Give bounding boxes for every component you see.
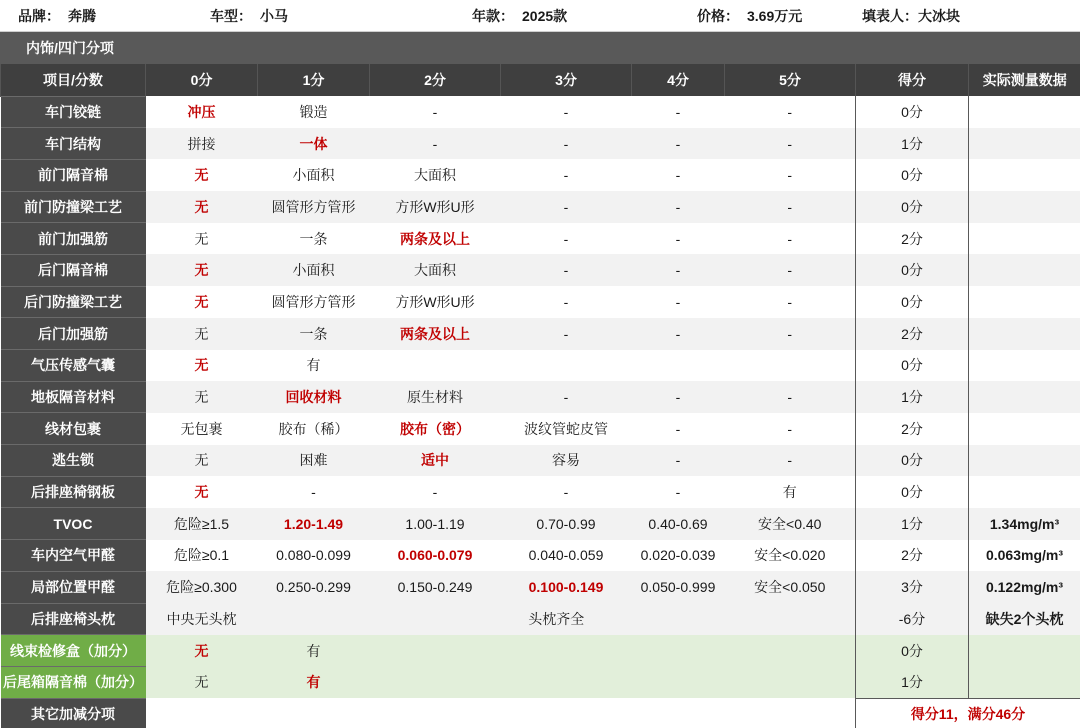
score-table: [0, 64, 1080, 728]
year-value: 2025款: [522, 8, 568, 24]
score-option-cell: -: [632, 381, 725, 413]
row-score: 1分: [856, 666, 969, 698]
score-option-cell: -: [632, 159, 725, 191]
author-value: 大冰块: [918, 8, 960, 24]
score-option-cell: 无: [146, 286, 258, 318]
score-option-cell: 0.40-0.69: [632, 508, 725, 540]
row-measurement: [969, 476, 1080, 508]
table-row: [1, 159, 1080, 191]
score-option-cell: 无: [146, 381, 258, 413]
info-header: [0, 0, 1080, 32]
empty-cell: [146, 698, 856, 728]
score-option-cell: 无: [146, 445, 258, 477]
row-score: 0分: [856, 635, 969, 667]
row-label: 后排座椅头枕: [1, 603, 146, 635]
row-measurement: [969, 159, 1080, 191]
score-option-cell: 无: [146, 318, 258, 350]
row-measurement: 0.063mg/m³: [969, 540, 1080, 572]
score-option-cell: 无: [146, 635, 258, 667]
brand-label: 品牌：: [18, 8, 60, 24]
score-option-cell: -: [632, 223, 725, 255]
row-measurement: [969, 381, 1080, 413]
total-row: [1, 698, 1080, 728]
score-option-cell: 1.00-1.19: [370, 508, 501, 540]
score-option-cell: -: [725, 128, 856, 160]
score-option-cell: 0.250-0.299: [258, 571, 370, 603]
score-option-cell: 一体: [258, 128, 370, 160]
score-option-cell: 无: [146, 254, 258, 286]
score-option-cell: 无: [146, 476, 258, 508]
score-option-cell: -: [632, 286, 725, 318]
score-option-cell: -: [370, 476, 501, 508]
row-score: 0分: [856, 350, 969, 382]
score-option-cell: -: [632, 476, 725, 508]
score-option-cell: 回收材料: [258, 381, 370, 413]
row-score: 0分: [856, 191, 969, 223]
model-field: [210, 0, 288, 32]
row-measurement: [969, 96, 1080, 128]
row-label: 后门加强筋: [1, 318, 146, 350]
score-option-cell: 大面积: [370, 159, 501, 191]
score-option-cell: 中央无头枕: [146, 603, 258, 635]
score-option-cell: 冲压: [146, 96, 258, 128]
row-score: 1分: [856, 381, 969, 413]
col-header-0: 0分: [146, 64, 258, 96]
model-value: 小马: [260, 8, 288, 24]
score-option-cell: -: [370, 128, 501, 160]
score-option-cell: -: [501, 223, 632, 255]
year-field: [472, 0, 567, 32]
row-score: 2分: [856, 318, 969, 350]
empty-cell: [370, 666, 501, 698]
author-field: [862, 0, 960, 32]
empty-cell: [725, 635, 856, 667]
total-score: 得分11，满分46分: [856, 698, 1080, 728]
price-label: 价格：: [697, 8, 739, 24]
table-row: [1, 350, 1080, 382]
table-row: [1, 254, 1080, 286]
row-measurement: [969, 128, 1080, 160]
author-label: 填表人：: [862, 8, 918, 24]
table-row: [1, 191, 1080, 223]
score-option-cell: 有: [258, 666, 370, 698]
empty-cell: [370, 635, 501, 667]
score-option-cell: 有: [258, 350, 370, 382]
year-label: 年款：: [472, 8, 514, 24]
row-score: 0分: [856, 254, 969, 286]
row-score: 0分: [856, 286, 969, 318]
score-option-cell: -: [370, 96, 501, 128]
score-option-cell: 圆管形方管形: [258, 191, 370, 223]
score-option-cell: 危险≥0.300: [146, 571, 258, 603]
score-option-cell: -: [725, 286, 856, 318]
score-option-cell: 拼接: [146, 128, 258, 160]
brand-value: 奔腾: [68, 8, 96, 24]
score-option-cell: 一条: [258, 223, 370, 255]
row-label: 地板隔音材料: [1, 381, 146, 413]
table-row: [1, 476, 1080, 508]
row-label: 车门结构: [1, 128, 146, 160]
row-label: 逃生锁: [1, 445, 146, 477]
empty-cell: [501, 666, 632, 698]
col-header-4: 4分: [632, 64, 725, 96]
row-label: 后排座椅钢板: [1, 476, 146, 508]
score-option-cell: -: [632, 254, 725, 286]
row-measurement: 0.122mg/m³: [969, 571, 1080, 603]
score-option-cell: 困难: [258, 445, 370, 477]
table-row: [1, 445, 1080, 477]
row-measurement: [969, 191, 1080, 223]
score-option-cell: -: [725, 191, 856, 223]
empty-cell: [632, 666, 725, 698]
score-option-cell: -: [632, 96, 725, 128]
score-option-cell: 两条及以上: [370, 318, 501, 350]
score-option-cell: -: [725, 96, 856, 128]
score-option-cell: 一条: [258, 318, 370, 350]
score-option-cell: 胶布（密）: [370, 413, 501, 445]
score-option-cell: 无: [146, 223, 258, 255]
score-option-cell: -: [501, 286, 632, 318]
score-option-cell: 0.080-0.099: [258, 540, 370, 572]
row-measurement: [969, 318, 1080, 350]
score-option-cell: -: [725, 445, 856, 477]
row-score: 2分: [856, 540, 969, 572]
score-option-cell: -: [501, 318, 632, 350]
score-option-cell: 适中: [370, 445, 501, 477]
score-option-cell: [370, 350, 501, 382]
row-label: 后门防撞梁工艺: [1, 286, 146, 318]
score-option-cell: 无: [146, 350, 258, 382]
score-option-cell: -: [501, 96, 632, 128]
row-score: 1分: [856, 128, 969, 160]
score-option-cell: -: [501, 159, 632, 191]
score-option-cell: 0.020-0.039: [632, 540, 725, 572]
empty-cell: [632, 635, 725, 667]
score-option-cell: 0.050-0.999: [632, 571, 725, 603]
score-option-cell: 0.040-0.059: [501, 540, 632, 572]
row-label: 后门隔音棉: [1, 254, 146, 286]
score-option-cell-merged: 头枕齐全: [258, 603, 856, 635]
table-row: [1, 381, 1080, 413]
table-row: [1, 540, 1080, 572]
score-option-cell: 大面积: [370, 254, 501, 286]
row-measurement: 缺失2个头枕: [969, 603, 1080, 635]
score-option-cell: 锻造: [258, 96, 370, 128]
row-label: 前门隔音棉: [1, 159, 146, 191]
row-score: 0分: [856, 445, 969, 477]
row-label: 线束检修盒（加分）: [1, 635, 146, 667]
score-option-cell: 波纹管蛇皮管: [501, 413, 632, 445]
score-option-cell: -: [501, 476, 632, 508]
row-score: 0分: [856, 476, 969, 508]
score-option-cell: 圆管形方管形: [258, 286, 370, 318]
price-field: [697, 0, 802, 32]
table-row: [1, 318, 1080, 350]
row-label: 气压传感气囊: [1, 350, 146, 382]
brand-field: [18, 0, 96, 32]
score-option-cell: -: [725, 413, 856, 445]
score-option-cell: -: [632, 445, 725, 477]
score-option-cell: 1.20-1.49: [258, 508, 370, 540]
score-option-cell: 危险≥0.1: [146, 540, 258, 572]
score-option-cell: 安全<0.40: [725, 508, 856, 540]
price-value: 3.69万元: [747, 8, 803, 24]
score-option-cell: 有: [725, 476, 856, 508]
row-measurement: [969, 286, 1080, 318]
score-option-cell: [501, 350, 632, 382]
row-measurement: [969, 350, 1080, 382]
score-option-cell: 方形W形U形: [370, 191, 501, 223]
score-option-cell: 0.150-0.249: [370, 571, 501, 603]
score-option-cell: -: [725, 318, 856, 350]
score-option-cell: 无: [146, 191, 258, 223]
table-row: [1, 96, 1080, 128]
score-option-cell: 容易: [501, 445, 632, 477]
score-option-cell: -: [501, 128, 632, 160]
row-label: 后尾箱隔音棉（加分）: [1, 666, 146, 698]
table-row: [1, 508, 1080, 540]
row-measurement: [969, 666, 1080, 698]
row-label: TVOC: [1, 508, 146, 540]
score-option-cell: -: [501, 381, 632, 413]
score-option-cell: -: [725, 254, 856, 286]
score-option-cell: -: [501, 191, 632, 223]
score-option-cell: 胶布（稀）: [258, 413, 370, 445]
col-header-measure: 实际测量数据: [969, 64, 1080, 96]
score-option-cell: -: [632, 128, 725, 160]
table-row: [1, 223, 1080, 255]
row-measurement: [969, 445, 1080, 477]
row-label: 其它加减分项: [1, 698, 146, 728]
row-label: 车门铰链: [1, 96, 146, 128]
table-row: [1, 413, 1080, 445]
col-header-3: 3分: [501, 64, 632, 96]
score-option-cell: -: [632, 318, 725, 350]
score-option-cell: 小面积: [258, 159, 370, 191]
bonus-row: [1, 666, 1080, 698]
score-option-cell: -: [725, 381, 856, 413]
score-option-cell: -: [632, 413, 725, 445]
row-label: 前门加强筋: [1, 223, 146, 255]
model-label: 车型：: [210, 8, 252, 24]
table-row: [1, 128, 1080, 160]
score-option-cell: 无: [146, 666, 258, 698]
score-option-cell: 方形W形U形: [370, 286, 501, 318]
section-title: 内饰/四门分项: [0, 32, 1080, 64]
empty-cell: [725, 666, 856, 698]
row-score: 0分: [856, 96, 969, 128]
score-option-cell: [725, 350, 856, 382]
row-label: 局部位置甲醛: [1, 571, 146, 603]
table-row: [1, 603, 1080, 635]
col-header-score: 得分: [856, 64, 969, 96]
score-option-cell: 0.100-0.149: [501, 571, 632, 603]
row-score: 1分: [856, 508, 969, 540]
row-score: 3分: [856, 571, 969, 603]
score-option-cell: 无包裹: [146, 413, 258, 445]
table-body: [1, 96, 1080, 728]
score-option-cell: 小面积: [258, 254, 370, 286]
bonus-row: [1, 635, 1080, 667]
score-option-cell: 0.70-0.99: [501, 508, 632, 540]
row-measurement: [969, 413, 1080, 445]
row-score: -6分: [856, 603, 969, 635]
score-option-cell: 无: [146, 159, 258, 191]
score-option-cell: -: [258, 476, 370, 508]
row-label: 车内空气甲醛: [1, 540, 146, 572]
score-option-cell: -: [725, 159, 856, 191]
score-option-cell: -: [632, 191, 725, 223]
row-label: 前门防撞梁工艺: [1, 191, 146, 223]
col-header-1: 1分: [258, 64, 370, 96]
row-measurement: [969, 635, 1080, 667]
table-row: [1, 571, 1080, 603]
score-option-cell: -: [501, 254, 632, 286]
score-option-cell: 危险≥1.5: [146, 508, 258, 540]
table-row: [1, 286, 1080, 318]
score-option-cell: 安全<0.020: [725, 540, 856, 572]
row-measurement: [969, 223, 1080, 255]
col-header-5: 5分: [725, 64, 856, 96]
row-score: 2分: [856, 223, 969, 255]
empty-cell: [501, 635, 632, 667]
score-option-cell: -: [725, 223, 856, 255]
row-score: 0分: [856, 159, 969, 191]
score-option-cell: 原生材料: [370, 381, 501, 413]
score-option-cell: 两条及以上: [370, 223, 501, 255]
col-header-item: 项目/分数: [1, 64, 146, 96]
score-option-cell: [632, 350, 725, 382]
row-measurement: 1.34mg/m³: [969, 508, 1080, 540]
row-score: 2分: [856, 413, 969, 445]
row-label: 线材包裹: [1, 413, 146, 445]
score-option-cell: 安全<0.050: [725, 571, 856, 603]
score-option-cell: 有: [258, 635, 370, 667]
row-measurement: [969, 254, 1080, 286]
score-option-cell: 0.060-0.079: [370, 540, 501, 572]
column-header-row: [1, 64, 1080, 96]
col-header-2: 2分: [370, 64, 501, 96]
